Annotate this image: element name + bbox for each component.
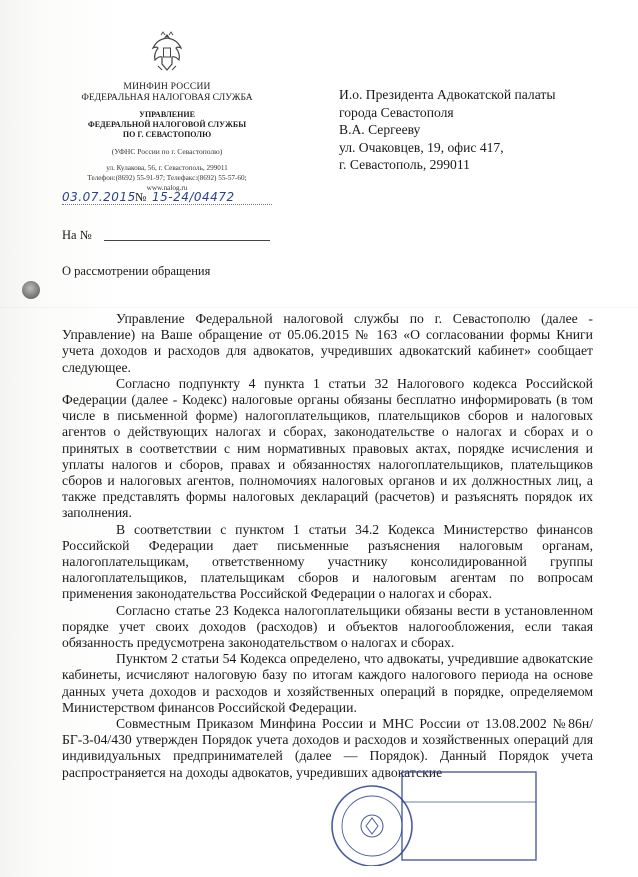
body-paragraph: Совместным Приказом Минфина России и МНС России от 13.08.2002 №86н/БГ-3-04/430 утвержден Порядок учета доходов и расходов и хозяйственных операций для индивидуальных предпринимателей (далее — Порядок). Данный Порядок учета распространяется на доходы адвокатов, учредивших адвокатские [62, 716, 593, 780]
registration-underline [62, 204, 272, 205]
registration-number: 15-24/04472 [152, 190, 235, 204]
department-abbreviation: (УФНС России по г. Севастополю) [111, 147, 223, 156]
registration-line [62, 190, 282, 210]
body-paragraph: В соответствии с пунктом 1 статьи 34.2 Кодекса Министерство финансов Российской Федерации дает письменные разъяснения налоговым органам, налогоплательщикам, ответственному участнику консолидированной группы налогоплательщиков, плательщикам сборов и налоговым агентам по вопросам применения законодательства Российской Федерации о налогах и сборах. [62, 521, 593, 602]
recipient-block [339, 86, 555, 174]
stamp-box [402, 772, 536, 860]
reference-label: На № [62, 228, 92, 242]
recipient-line: г. Севастополь, 299011 [339, 157, 470, 172]
ministry-name: МИНФИН РОССИИ [123, 82, 211, 92]
body-paragraph: Пунктом 2 статьи 54 Кодекса определено, что адвокаты, учредившие адвокатские кабинеты, исчисляют налоговую базу по итогам каждого налогового периода на основе данных учета доходов и расходов и хозяйственных операций в порядке, определяемом Министерством финансов Российской Федерации. [62, 651, 593, 715]
coat-of-arms-icon [150, 30, 184, 74]
body-paragraph: Управление Федеральной налоговой службы по г. Севастополю (далее - Управление) на Ваше обращение от 05.06.2015 № 163 «О согласовании формы Книги учета доходов и расходов для адвокатов, учредивших адвокатский кабинет» сообщает следующее. [62, 311, 593, 375]
letter-body [62, 311, 593, 781]
sender-block [62, 30, 272, 193]
incoming-stamp [330, 766, 540, 866]
registration-number-sign: № [135, 190, 147, 204]
recipient-line: В.А. Сергееву [339, 122, 421, 137]
sender-address: ул. Кулакова, 56, г. Севастополь, 299011 [106, 164, 228, 172]
body-paragraph: Согласно статье 23 Кодекса налогоплательщики обязаны вести в установленном порядке учет своих доходов (расходов) и объектов налогообложения, если такая обязанность предусмотрена законодательством о налогах и сборах. [62, 602, 593, 651]
sender-phones: Телефон:(8692) 55-91-97; Телефакс:(8692) 55-57-60; [87, 174, 247, 182]
department-line-1: УПРАВЛЕНИЕ [139, 110, 195, 119]
letter-subject: О рассмотрении обращения [62, 264, 211, 278]
round-seal-icon [332, 786, 412, 866]
body-paragraph: Согласно подпункту 4 пункта 1 статьи 32 Налогового кодекса Российской Федерации (далее - Кодекс) налоговые органы обязаны бесплатно информировать (в том числе в письменной форме) налогоплательщиков, плательщиков сборов и налоговых агентов о действующих налогах и сборах, законодательстве о налогах и сборах и о принятых в соответствии с ним нормативных правовых актах, порядке исчисления и уплаты налогов и сборов, правах и обязанностях налогоплательщиков, плательщиков сборов и налоговых агентов, полномочиях налоговых органов и их должностных лиц, а также представлять формы налоговых деклараций (расчетов) и разъяснять порядок их заполнения. [62, 375, 593, 521]
recipient-line: ул. Очаковцев, 19, офис 417, [339, 139, 504, 155]
department-line-2: ФЕДЕРАЛЬНОЙ НАЛОГОВОЙ СЛУЖБЫ [87, 120, 247, 129]
recipient-line: И.о. Президента Адвокатской палаты [339, 87, 556, 102]
service-name: ФЕДЕРАЛЬНАЯ НАЛОГОВАЯ СЛУЖБА [81, 93, 253, 103]
paper-crease [0, 307, 638, 308]
registration-date: 03.07.2015 [62, 190, 136, 204]
reference-blank-line [104, 240, 270, 241]
recipient-line: города Севастополя [339, 104, 454, 120]
sender-website: www.nalog.ru [146, 184, 188, 192]
department-line-3: ПО Г. СЕВАСТОПОЛЮ [122, 130, 212, 139]
punch-hole [22, 281, 40, 299]
